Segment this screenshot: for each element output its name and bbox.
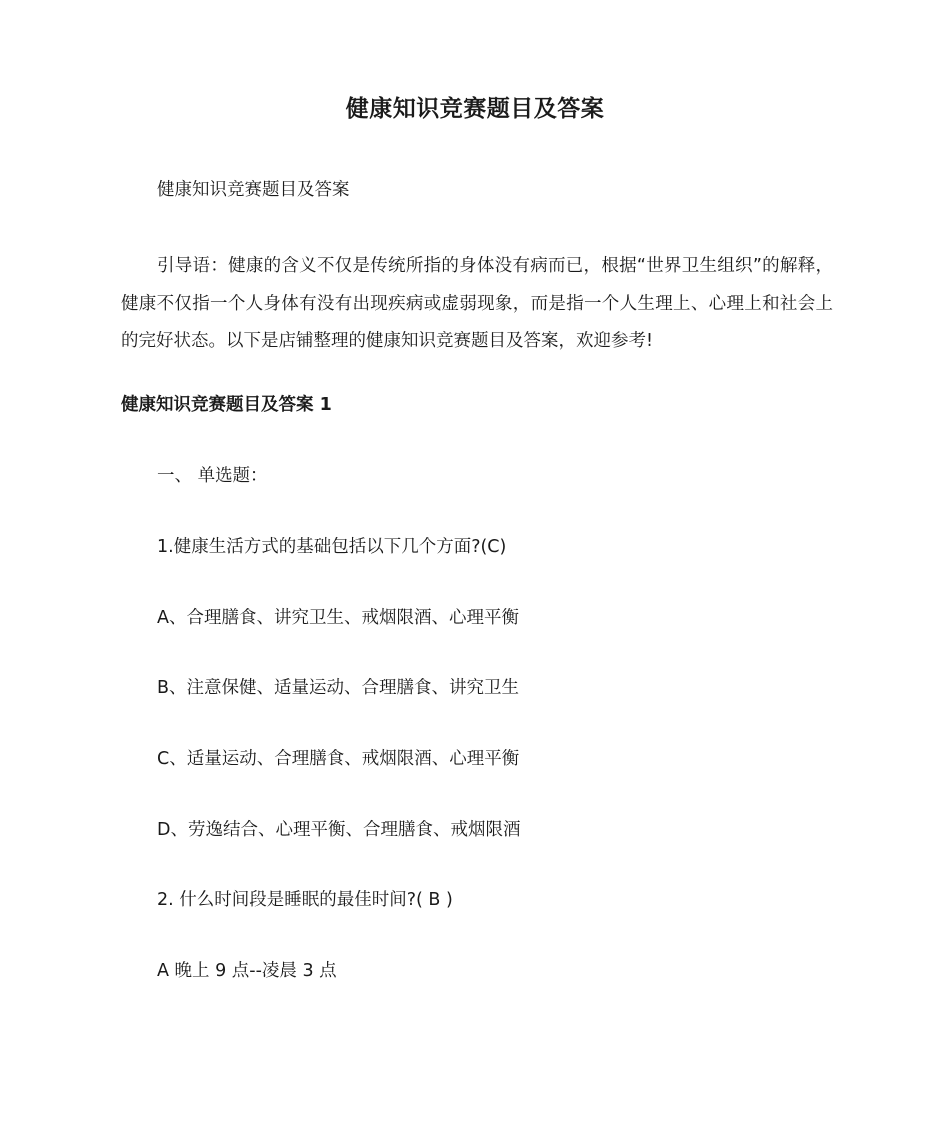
question-2-option-a: A 晚上 9 点--凌晨 3 点: [157, 961, 337, 981]
question-1-option-d: D、劳逸结合、心理平衡、合理膳食、戒烟限酒: [157, 820, 521, 840]
part-heading: 一、 单选题：: [157, 466, 268, 486]
question-1: 1.健康生活方式的基础包括以下几个方面?(C): [157, 537, 507, 557]
question-1-option-b: B、注意保健、适量运动、合理膳食、讲究卫生: [157, 678, 520, 698]
question-1-option-a: A、合理膳食、讲究卫生、戒烟限酒、心理平衡: [157, 608, 519, 628]
section-heading: 健康知识竞赛题目及答案 1: [121, 395, 332, 415]
document-title: 健康知识竞赛题目及答案: [345, 96, 605, 122]
question-1-option-c: C、适量运动、合理膳食、戒烟限酒、心理平衡: [157, 749, 520, 769]
document-subtitle: 健康知识竞赛题目及答案: [157, 180, 350, 200]
question-2: 2. 什么时间段是睡眠的最佳时间?( B ): [157, 890, 453, 910]
intro-paragraph: 引导语：健康的含义不仅是传统所指的身体没有病而已，根据“世界卫生组织”的解释，健康不仅指一个人身体有没有出现疾病或虚弱现象，而是指一个人生理上、心理上和社会上的完好状态。以下是店铺整理的健康知识竞赛题目及答案，欢迎参考!: [121, 256, 833, 351]
